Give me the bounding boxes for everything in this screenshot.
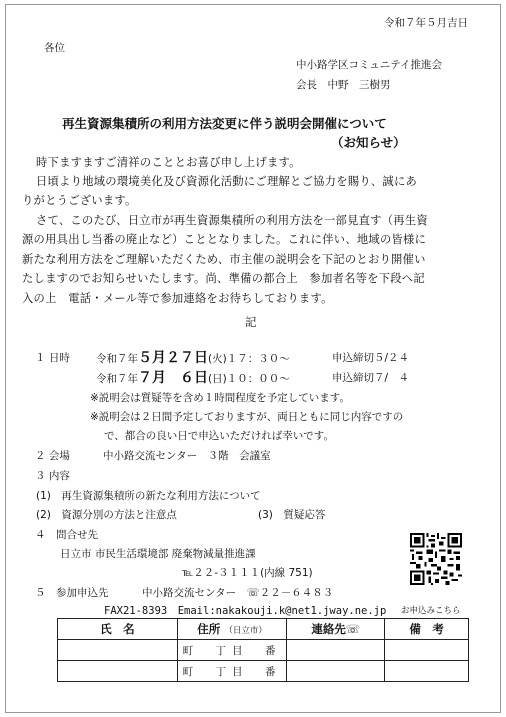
qr-caption: お申込みこちら (401, 606, 461, 616)
name-cell[interactable] (58, 661, 178, 682)
session1-deadline: 申込締切５/２４ (332, 352, 410, 364)
body-line: たしますのでお知らせいたします。尚、準備の都合上 参加者名等を下段へ記 (22, 272, 425, 285)
ki-mark: 記 (245, 315, 257, 329)
sender-chair: 会長 中野 三樹男 (296, 79, 391, 91)
note-two-days-cont: で、都合の良い日で申込いただければ幸いです。 (104, 430, 334, 442)
issue-date: 令和７年５月吉日 (384, 17, 468, 29)
contact-tel: ℡２２-３１１１(内線 751) (182, 567, 313, 579)
body-line: 入の上 電話・メール等で参加連絡をお待ちしております。 (22, 292, 333, 305)
sender-org: 中小路学区コミュニテイ推進会 (296, 59, 443, 71)
qr-code[interactable] (410, 533, 462, 585)
notice-title: 再生資源集積所の利用方法変更に伴う説明会開催について (62, 116, 387, 131)
body-line: 日頃より地域の環境美化及び資源化活動にご理解とご協力を賜り、誠にあ (36, 175, 418, 188)
item4-label: ４ 問合せ先 (35, 529, 98, 541)
remarks-cell[interactable] (385, 661, 469, 682)
content-2: (2) 資源分別の方法と注意点 (36, 509, 177, 521)
item2-label: ２ 会場 (35, 450, 70, 462)
item3-label: ３ 内容 (35, 470, 70, 482)
body-line: 源の用具出し当番の廃止など）こととなりました。これに伴い、地域の皆様に (22, 233, 427, 246)
name-cell[interactable] (58, 640, 178, 661)
item1-label: １ 日時 (35, 352, 70, 364)
header-contact: 連絡先☏ (287, 619, 385, 640)
remarks-cell[interactable] (385, 640, 469, 661)
header-name: 氏 名 (58, 619, 178, 640)
address-cell[interactable]: 町 丁目 番 (177, 640, 287, 661)
signup-place: 中小路交流センター ☏２２－６４８３ (142, 587, 334, 599)
session1: 令和７年５月２７日(火)１７：３０～ (96, 350, 290, 366)
registration-table (57, 618, 469, 682)
contact-dept: 日立市 市民生活環境部 廃棄物減量推進課 (60, 548, 256, 560)
session2-deadline: 申込締切７/ ４ (332, 372, 410, 384)
header-address: 住所 （日立市） (177, 619, 287, 640)
body-line: 時下ますますご清祥のこととお喜び申し上げます。 (36, 156, 301, 169)
content-1: (1) 再生資源集積所の新たな利用方法について (36, 490, 261, 502)
table-header-row (58, 619, 469, 640)
body-line: 新たな利用方法をご理解いただくため、市主催の説明会を下記のとおり開催い (22, 253, 426, 266)
table-row (58, 640, 469, 661)
notice-subtitle: （お知らせ） (331, 135, 406, 150)
addressee: 各位 (44, 42, 65, 54)
fax-email: FAX21-8393 Email:nakakouji.k@net1.jway.ne.jp (104, 605, 387, 617)
address-cell[interactable]: 町 丁目 番 (177, 661, 287, 682)
body-line: さて、このたび、日立市が再生資源集積所の利用方法を一部見直す（再生資 (36, 214, 428, 227)
item5-label: ５ 参加申込先 (35, 587, 109, 599)
note-duration: ※説明会は質疑等を含め１時間程度を予定しています。 (90, 392, 350, 404)
contact-cell[interactable] (287, 640, 385, 661)
session2: 令和７年７月 ６日(日)１０：００～ (96, 370, 290, 386)
table-row (58, 661, 469, 682)
note-two-days: ※説明会は２日間予定しておりますが、両日ともに同じ内容ですの (90, 411, 404, 423)
content-3: (3) 質疑応答 (258, 509, 326, 521)
body-line: りがとうございます。 (22, 194, 137, 207)
venue: 中小路交流センター ３階 会議室 (103, 450, 271, 462)
contact-cell[interactable] (287, 661, 385, 682)
header-remarks: 備 考 (385, 619, 469, 640)
